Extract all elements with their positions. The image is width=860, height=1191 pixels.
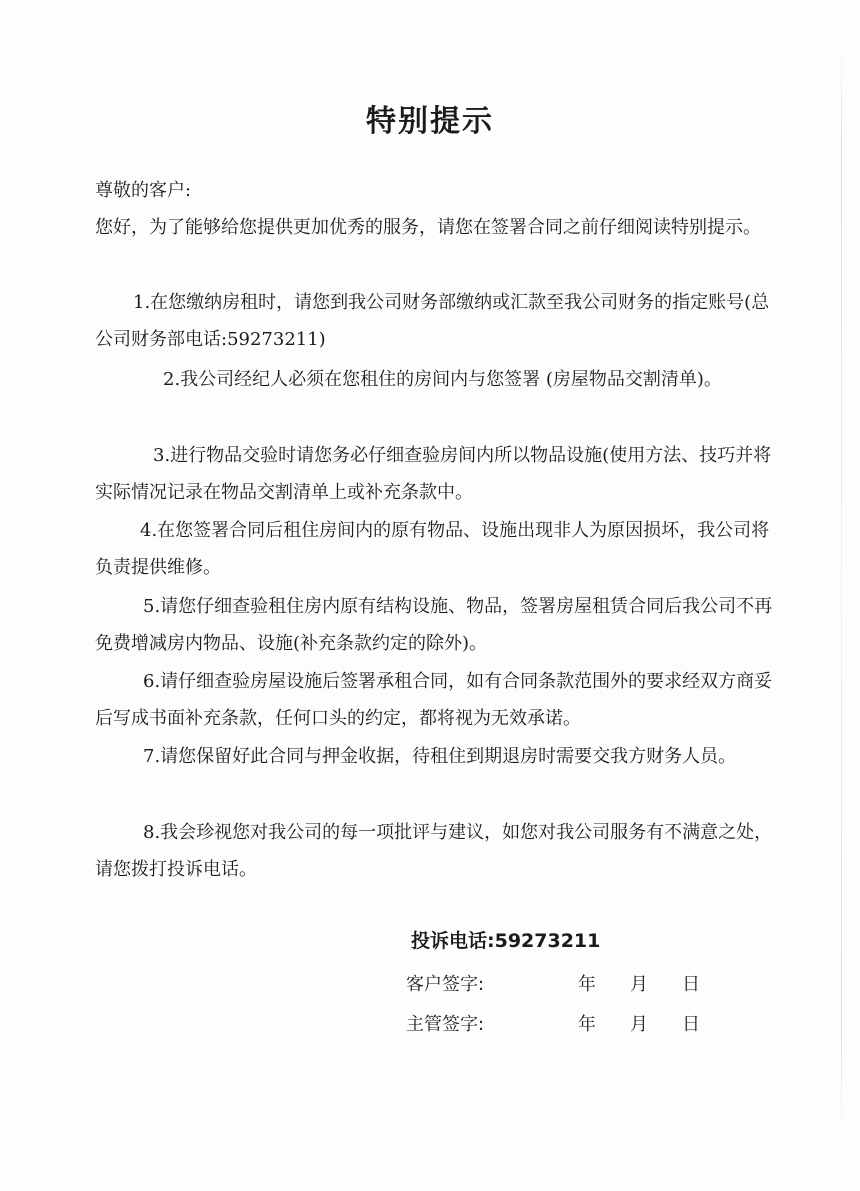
notice-item-4: 4.在您签署合同后租住房间内的原有物品、设施出现非人为原因损坏，我公司将负责提供维修。: [95, 520, 770, 578]
complaint-phone-line: 投诉电话:59273211: [411, 930, 601, 952]
notice-item-2: 2.我公司经纪人必须在您租住的房间内与您签署 (房屋物品交割清单)。: [163, 369, 722, 390]
supervisor-sign-year: 年: [578, 1014, 596, 1035]
customer-sign-month: 月: [630, 974, 648, 995]
scan-edge-shadow: [841, 40, 842, 1140]
customer-signature-label: 客户签字:: [406, 974, 485, 995]
customer-signature-row: [406, 970, 726, 1000]
customer-sign-day: 日: [682, 974, 700, 995]
notice-item-8: 8.我会珍视您对我公司的每一项批评与建议，如您对我公司服务有不满意之处，请您拨打投诉电话。: [95, 822, 773, 880]
intro-paragraph: 您好，为了能够给您提供更加优秀的服务，请您在签署合同之前仔细阅读特别提示。: [95, 217, 761, 238]
customer-sign-year: 年: [578, 974, 596, 995]
notice-item-7: 7.请您保留好此合同与押金收据，待租住到期退房时需要交我方财务人员。: [143, 746, 737, 767]
supervisor-sign-day: 日: [682, 1014, 700, 1035]
notice-item-5: 5.请您仔细查验租住房内原有结构设施、物品，签署房屋租赁合同后我公司不再免费增减房内物品、设施(补充条款约定的除外)。: [95, 596, 773, 654]
supervisor-signature-label: 主管签字:: [406, 1014, 485, 1035]
document-title: 特别提示: [366, 104, 494, 139]
notice-item-6: 6.请仔细查验房屋设施后签署承租合同，如有合同条款范围外的要求经双方商妥后写成书面补充条款，任何口头的约定，都将视为无效承诺。: [95, 671, 773, 729]
supervisor-sign-month: 月: [630, 1014, 648, 1035]
supervisor-signature-row: [406, 1010, 726, 1040]
greeting: 尊敬的客户:: [95, 180, 192, 201]
notice-item-3: 3.进行物品交验时请您务必仔细查验房间内所以物品设施(使用方法、技巧并将实际情况记录在物品交割清单上或补充条款中。: [95, 445, 772, 503]
notice-item-1: 1.在您缴纳房租时，请您到我公司财务部缴纳或汇款至我公司财务的指定账号(总公司财务部电话:59273211): [95, 292, 770, 350]
